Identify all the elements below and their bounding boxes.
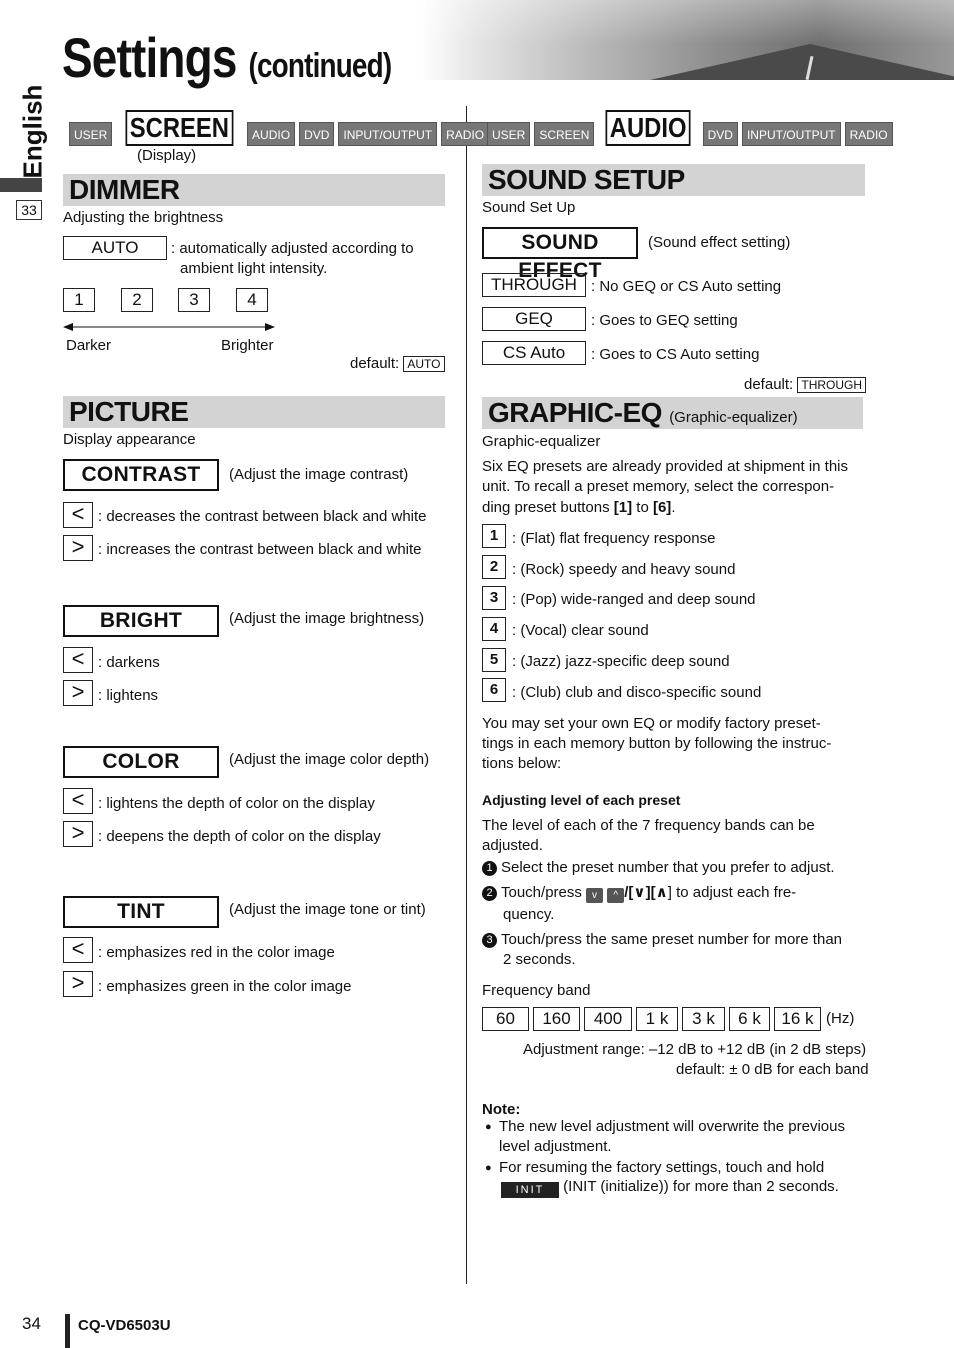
down-chevron-icon: ∨ [633, 884, 646, 901]
dimmer-desc: Adjusting the brightness [63, 209, 224, 226]
tab-caption: (Display) [137, 147, 197, 164]
sound-setup-desc: Sound Set Up [482, 199, 576, 216]
cs-auto-button[interactable]: CS Auto [482, 341, 586, 365]
contrast-button[interactable]: CONTRAST [63, 459, 219, 491]
contrast-increase-button[interactable]: > [63, 535, 93, 561]
preset-5-desc: : (Jazz) jazz-specific deep sound [512, 653, 730, 670]
preset-2-button[interactable]: 2 [482, 555, 506, 579]
page-subtitle: (continued) [248, 47, 392, 85]
step-1-number: 1 [482, 861, 497, 876]
up-key-icon: ^ [607, 888, 624, 903]
graphic-eq-intro-2: unit. To recall a preset memory, select the correspon- [482, 478, 835, 495]
right-tab-bar [487, 110, 893, 146]
tab-audio[interactable]: AUDIO [247, 122, 295, 146]
bright-increase-button[interactable]: > [63, 680, 93, 706]
brightness-arrow-icon [63, 320, 275, 334]
tint-decrease-button[interactable]: < [63, 937, 93, 963]
color-decrease-desc: : lightens the depth of color on the display [98, 795, 375, 812]
step-3-number: 3 [482, 933, 497, 948]
freq-400: 400 [584, 1007, 632, 1031]
language-tab: English [17, 84, 48, 179]
step-1: 1 Select the preset number that you prefer to adjust. [482, 858, 835, 878]
contrast-note: (Adjust the image contrast) [229, 466, 409, 483]
step-3: 3 Touch/press the same preset number for more than [482, 930, 842, 950]
dimmer-level-1[interactable]: 1 [63, 288, 95, 312]
tab-screen[interactable]: SCREEN [534, 122, 594, 146]
tint-increase-desc: : emphasizes green in the color image [98, 978, 352, 995]
note-item-2: For resuming the factory settings, touch and hold [499, 1159, 825, 1176]
freq-1k: 1 k [636, 1007, 678, 1031]
freq-16k: 16 k [774, 1007, 821, 1031]
tint-decrease-desc: : emphasizes red in the color image [98, 944, 335, 961]
tab-input-output[interactable]: INPUT/OUTPUT [742, 122, 841, 146]
step-3-cont: 2 seconds. [503, 951, 576, 968]
page-title: Settings (continued) [62, 26, 392, 89]
preset-5-button[interactable]: 5 [482, 648, 506, 672]
graphic-eq-desc: Graphic-equalizer [482, 433, 601, 450]
freq-unit: (Hz) [826, 1010, 855, 1027]
geq-button[interactable]: GEQ [482, 307, 586, 331]
tab-input-output[interactable]: INPUT/OUTPUT [338, 122, 437, 146]
tint-button[interactable]: TINT [63, 896, 219, 928]
freq-6k: 6 k [729, 1007, 770, 1031]
freq-160: 160 [533, 1007, 580, 1031]
note-heading: Note: [482, 1101, 521, 1118]
contrast-increase-desc: : increases the contrast between black and white [98, 541, 422, 558]
dimmer-heading: DIMMER [63, 174, 445, 206]
tint-increase-button[interactable]: > [63, 971, 93, 997]
section-number: 33 [16, 200, 42, 220]
brighter-label: Brighter [221, 337, 274, 354]
step-2-number: 2 [482, 886, 497, 901]
column-divider [466, 106, 467, 1284]
dimmer-level-3[interactable]: 3 [178, 288, 210, 312]
preset-1-button[interactable]: 1 [482, 524, 506, 548]
preset-3-desc: : (Pop) wide-ranged and deep sound [512, 591, 756, 608]
graphic-eq-intro-3: ding preset buttons [1] to [6]. [482, 499, 676, 516]
graphic-eq-title-note: (Graphic-equalizer) [669, 409, 798, 426]
dimmer-level-2[interactable]: 2 [121, 288, 153, 312]
header-road-photo [420, 0, 954, 80]
bright-button[interactable]: BRIGHT [63, 605, 219, 637]
freq-60: 60 [482, 1007, 529, 1031]
dimmer-auto-desc: : automatically adjusted according to [171, 240, 414, 257]
dimmer-auto-button[interactable]: AUTO [63, 236, 167, 260]
dimmer-level-4[interactable]: 4 [236, 288, 268, 312]
tab-radio[interactable]: RADIO [441, 122, 489, 146]
footer-bar [65, 1314, 70, 1348]
tab-audio[interactable]: AUDIO [606, 110, 691, 146]
dimmer-default: default: AUTO [350, 354, 445, 374]
preset-6-button[interactable]: 6 [482, 678, 506, 702]
tint-note: (Adjust the image tone or tint) [229, 901, 426, 918]
cs-auto-desc: : Goes to CS Auto setting [591, 346, 760, 363]
adjust-heading: Adjusting level of each preset [482, 792, 681, 808]
side-bar [0, 178, 42, 192]
bright-decrease-desc: : darkens [98, 654, 160, 671]
adjust-default: default: ± 0 dB for each band [676, 1061, 869, 1078]
through-button[interactable]: THROUGH [482, 273, 586, 297]
adjust-range: Adjustment range: –12 dB to +12 dB (in 2 dB steps) [523, 1041, 867, 1058]
note-item-1-cont: level adjustment. [499, 1138, 612, 1155]
graphic-eq-heading: GRAPHIC-EQ (Graphic-equalizer) [482, 397, 863, 429]
dimmer-default-value: AUTO [403, 356, 444, 372]
up-chevron-icon: ∧ [655, 884, 668, 901]
note-item-2-cont: INIT (INIT (initialize)) for more than 2 seconds. [501, 1177, 839, 1198]
dimmer-auto-desc-2: ambient light intensity. [180, 260, 328, 277]
color-note: (Adjust the image color depth) [229, 751, 430, 768]
preset-6-desc: : (Club) club and disco-specific sound [512, 684, 762, 701]
custom-text-3: tions below: [482, 755, 562, 772]
note-item-1: The new level adjustment will overwrite the previous [499, 1118, 845, 1135]
adjust-text-1: The level of each of the 7 frequency bands can be [482, 817, 815, 834]
sound-effect-button[interactable]: SOUND EFFECT [482, 227, 638, 259]
preset-4-button[interactable]: 4 [482, 617, 506, 641]
note-bullet-2: ● [485, 1162, 492, 1174]
tab-user[interactable]: USER [487, 122, 530, 146]
freq-label: Frequency band [482, 982, 591, 999]
bright-decrease-button[interactable]: < [63, 647, 93, 673]
tab-dvd[interactable]: DVD [299, 122, 334, 146]
color-decrease-button[interactable]: < [63, 788, 93, 814]
freq-3k: 3 k [682, 1007, 725, 1031]
through-desc: : No GEQ or CS Auto setting [591, 278, 782, 295]
sound-effect-note: (Sound effect setting) [648, 234, 791, 251]
picture-desc: Display appearance [63, 431, 196, 448]
page-number: 34 [22, 1314, 41, 1333]
custom-text-2: tings in each memory button by following the instruc- [482, 735, 832, 752]
tab-radio[interactable]: RADIO [845, 122, 893, 146]
custom-text-1: You may set your own EQ or modify factory preset- [482, 715, 821, 732]
step-2-cont: quency. [503, 906, 555, 923]
bright-note: (Adjust the image brightness) [229, 610, 425, 627]
picture-heading: PICTURE [63, 396, 445, 428]
preset-4-desc: : (Vocal) clear sound [512, 622, 649, 639]
down-key-icon: v [586, 888, 603, 903]
graphic-eq-intro-1: Six EQ presets are already provided at shipment in this [482, 458, 849, 475]
darker-label: Darker [66, 337, 112, 354]
tab-screen[interactable]: SCREEN [126, 110, 234, 146]
preset-1-desc: : (Flat) flat frequency response [512, 530, 716, 547]
tab-user[interactable]: USER [69, 122, 112, 146]
left-tab-bar [69, 110, 489, 146]
sound-setup-heading: SOUND SETUP [482, 164, 865, 196]
model-number: CQ-VD6503U [78, 1317, 171, 1334]
init-button[interactable]: INIT [501, 1182, 559, 1198]
note-bullet-1: ● [485, 1121, 492, 1133]
step-2: 2 Touch/press v ^ /[∨][∧] to adjust each fre- [482, 883, 796, 903]
sound-default-value: THROUGH [797, 377, 866, 393]
preset-3-button[interactable]: 3 [482, 586, 506, 610]
contrast-decrease-button[interactable]: < [63, 502, 93, 528]
bright-increase-desc: : lightens [98, 687, 159, 704]
adjust-text-2: adjusted. [482, 837, 543, 854]
geq-desc: : Goes to GEQ setting [591, 312, 738, 329]
color-increase-desc: : deepens the depth of color on the display [98, 828, 381, 845]
preset-2-desc: : (Rock) speedy and heavy sound [512, 561, 736, 578]
color-increase-button[interactable]: > [63, 821, 93, 847]
contrast-decrease-desc: : decreases the contrast between black and white [98, 508, 427, 525]
tab-dvd[interactable]: DVD [703, 122, 738, 146]
color-button[interactable]: COLOR [63, 746, 219, 778]
sound-default: default: THROUGH [744, 375, 866, 395]
